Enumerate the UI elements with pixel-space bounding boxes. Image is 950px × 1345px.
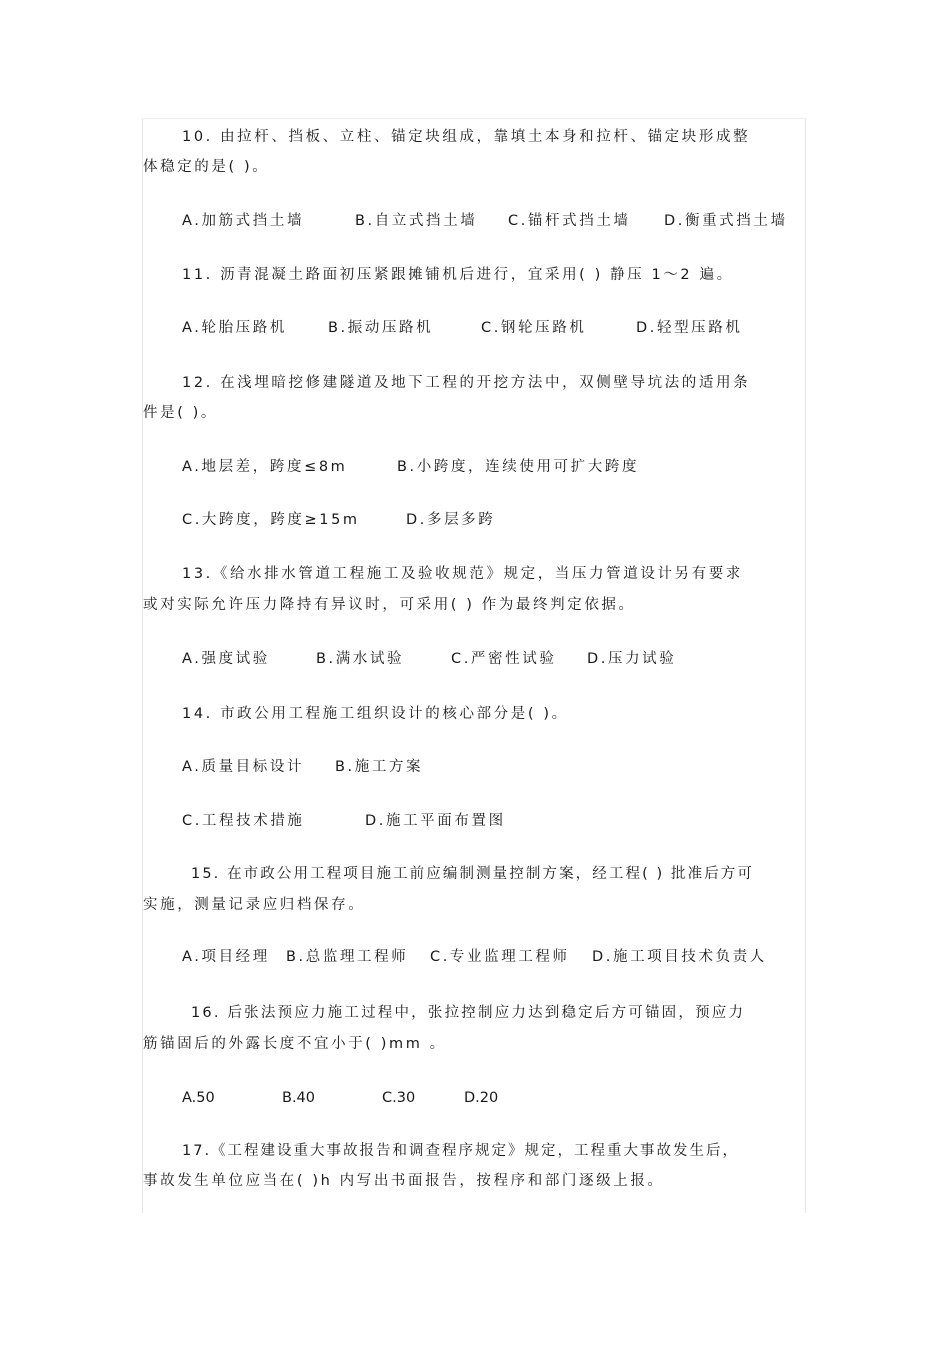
question-12-option-d: D.多层多跨 (406, 512, 496, 528)
question-12-option-b: B.小跨度，连续使用可扩大跨度 (397, 459, 640, 475)
question-12-stem-line1: 12. 在浅埋暗挖修建隧道及地下工程的开挖方法中，双侧壁导坑法的适用条 (182, 375, 751, 391)
question-16-option-c: C.30 (382, 1090, 416, 1106)
question-10-option-b: B.自立式挡土墙 (355, 213, 478, 229)
question-16-option-d: D.20 (464, 1090, 499, 1106)
question-10-option-d: D.衡重式挡土墙 (664, 213, 788, 229)
question-16-stem-line1: 16. 后张法预应力施工过程中，张拉控制应力达到稳定后方可锚固，预应力 (191, 1005, 746, 1021)
question-15-option-b: B.总监理工程师 (286, 949, 409, 965)
question-15-option-d: D.施工项目技术负责人 (592, 949, 767, 965)
question-13-stem-line2: 或对实际允许压力降持有异议时，可采用( ) 作为最终判定依据。 (143, 597, 636, 613)
question-13-stem-line1: 13.《给水排水管道工程施工及验收规范》规定，当压力管道设计另有要求 (182, 566, 743, 582)
question-12-stem-line2: 件是( )。 (143, 405, 219, 421)
question-11-option-c: C.钢轮压路机 (481, 320, 587, 336)
question-11-option-a: A.轮胎压路机 (182, 320, 287, 336)
question-11-option-d: D.轻型压路机 (636, 320, 743, 336)
question-10-option-a: A.加筋式挡土墙 (182, 213, 305, 229)
question-13-option-d: D.压力试验 (587, 651, 677, 667)
question-14-option-c: C.工程技术措施 (182, 813, 305, 829)
question-15-stem-line2: 实施，测量记录应归档保存。 (143, 897, 366, 913)
question-14-option-b: B.施工方案 (335, 759, 424, 775)
question-13-option-b: B.满水试验 (316, 651, 405, 667)
question-11-stem-line1: 11. 沥青混凝土路面初压紧跟摊铺机后进行，宜采用( ) 静压 1～2 遍。 (182, 267, 734, 283)
question-13-option-c: C.严密性试验 (451, 651, 557, 667)
question-17-stem-line2: 事故发生单位应当在( )h 内写出书面报告，按程序和部门逐级上报。 (143, 1173, 665, 1189)
question-10-stem-line1: 10. 由拉杆、挡板、立柱、锚定块组成，靠填土本身和拉杆、锚定块形成整 (182, 129, 751, 145)
question-12-option-a: A.地层差，跨度≤8m (182, 459, 348, 475)
question-12-option-c: C.大跨度，跨度≥15m (182, 512, 360, 528)
question-11-option-b: B.振动压路机 (328, 320, 434, 336)
question-14-option-d: D.施工平面布置图 (365, 813, 506, 829)
question-16-option-b: B.40 (282, 1090, 316, 1106)
question-13-option-a: A.强度试验 (182, 651, 270, 667)
question-10-stem-line2: 体稳定的是( )。 (143, 159, 270, 175)
question-14-option-a: A.质量目标设计 (182, 759, 305, 775)
question-15-option-a: A.项目经理 (182, 949, 270, 965)
question-15-stem-line1: 15. 在市政公用工程项目施工前应编制测量控制方案，经工程( ) 批准后方可 (191, 866, 754, 882)
question-15-option-c: C.专业监理工程师 (430, 949, 570, 965)
question-16-stem-line2: 筋锚固后的外露长度不宜小于( )mm 。 (143, 1036, 447, 1052)
question-14-stem-line1: 14. 市政公用工程施工组织设计的核心部分是( )。 (182, 706, 569, 722)
question-17-stem-line1: 17.《工程建设重大事故报告和调查程序规定》规定，工程重大事故发生后， (182, 1143, 740, 1159)
question-10-option-c: C.锚杆式挡土墙 (508, 213, 631, 229)
question-16-option-a: A.50 (182, 1090, 215, 1106)
